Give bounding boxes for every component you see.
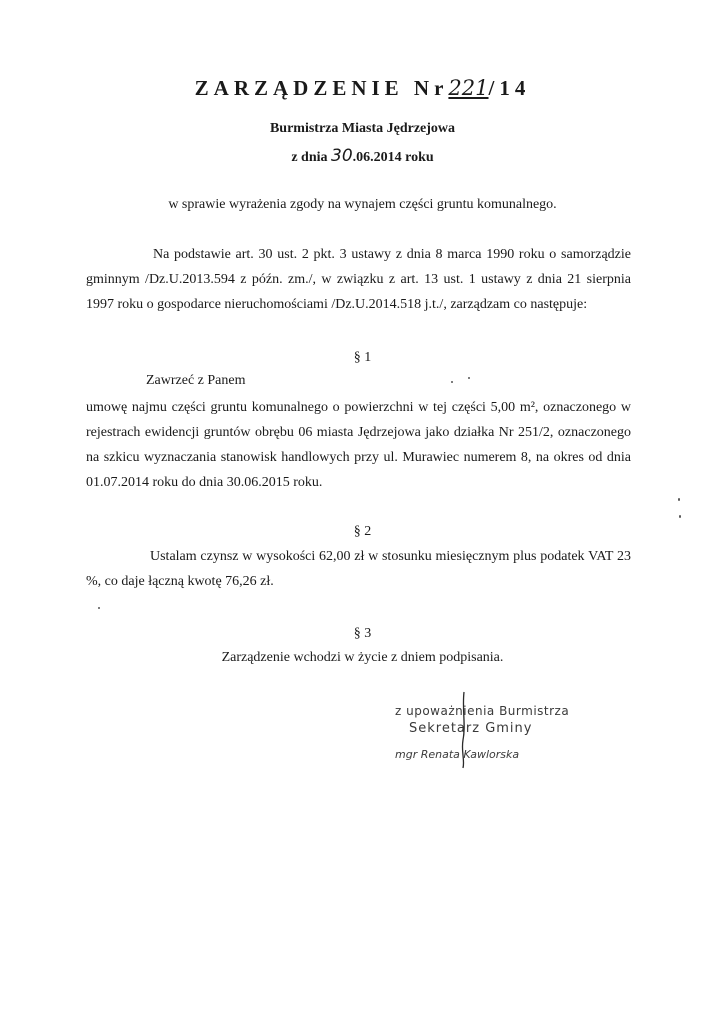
section-1-lead: Zawrzeć z Panem [146,373,246,388]
document-title [0,76,725,101]
document-date [0,146,725,166]
section-3-mark: § 3 [353,626,372,641]
title-prefix: ZARZĄDZENIE Nr [194,76,449,100]
title-number-handwritten: 221 [448,76,489,100]
section-1-body: umowę najmu części gruntu komunalnego o powierzchni w tej części 5,00 m², oznaczonego w rejestrach ewidencji gruntów obrębu 06 miasta Jędrzejowa jako działka Nr 251/2, oznaczonego na szkicu wyznaczania stanowisk handlowych przy ul. Murawiec numerem 8, na okres od dnia 01.07.2014 roku do dnia 30.06.2015 roku. [86,400,631,490]
section-2-mark: § 2 [353,524,372,539]
scan-speck [98,607,100,609]
date-suffix: .06.2014 roku [352,150,434,165]
section-2-body: Ustalam czynsz w wysokości 62,00 zł w stosunku miesięcznym plus podatek VAT 23 %, co daje łączną kwotę 76,26 zł. [86,549,631,589]
date-day-handwritten: 30 [331,146,353,166]
date-prefix: z dnia [291,150,328,165]
section-1-mark: § 1 [353,350,372,365]
scan-speck [678,498,680,501]
issuer: Burmistrza Miasta Jędrzejowa [269,121,456,136]
title-suffix: /14 [488,76,531,100]
stamp-position: Sekretarz Gminy [409,721,533,736]
stamp-signatory: mgr Renata Kawlorska [395,748,520,761]
scan-speck [468,377,470,379]
official-stamp [395,704,585,761]
scan-speck [679,515,681,518]
legal-basis-paragraph: Na podstawie art. 30 ust. 2 pkt. 3 ustawy z dnia 8 marca 1990 roku o samorządzie gminnym /Dz.U.2013.594 z późn. zm./, w związku z art. 13 ust. 1 ustawy z dnia 21 sierpnia 1997 roku o gospodarce nieruchomościami /Dz.U.2014.518 j.t./, zarządzam co następuje: [86,247,631,312]
stamp-authorization: z upoważnienia Burmistrza [395,704,570,718]
subject-line: w sprawie wyrażenia zgody na wynajem części gruntu komunalnego. [168,197,557,212]
scan-speck [451,381,453,383]
section-3-body: Zarządzenie wchodzi w życie z dniem podpisania. [221,650,504,665]
